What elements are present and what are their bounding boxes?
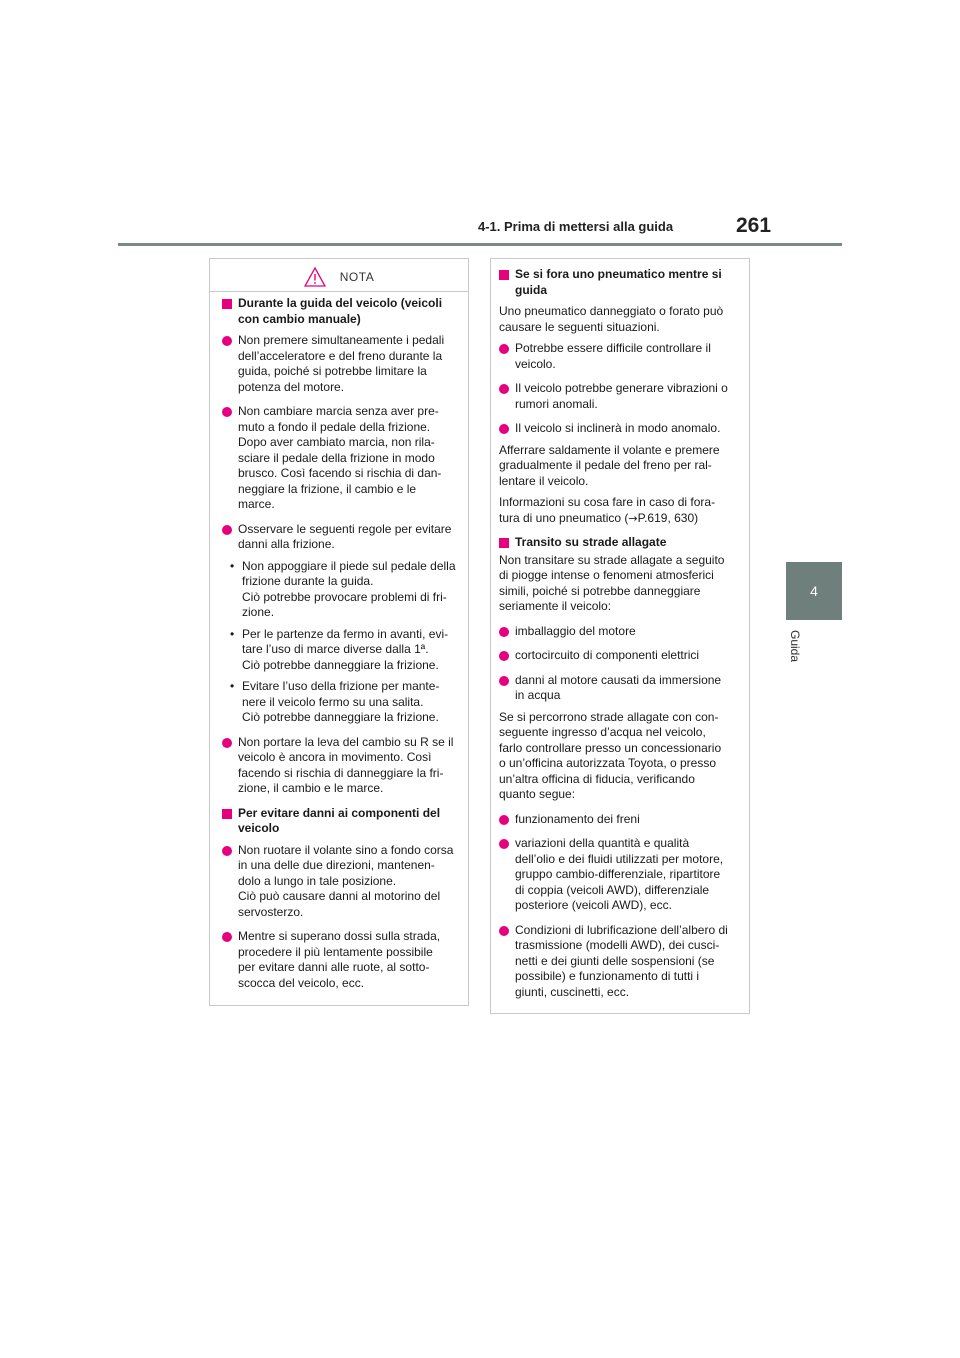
square-bullet-icon bbox=[222, 809, 232, 819]
paragraph: Afferrare saldamente il volante e premere gradualmente il pedale del freno per ral- lentare il veicolo. bbox=[499, 442, 720, 488]
section-heading: Durante la guida del veicolo (veicoli con cambio manuale) bbox=[222, 296, 456, 327]
section-heading: Se si fora uno pneumatico mentre si guida bbox=[499, 267, 739, 298]
round-bullet-icon bbox=[222, 932, 232, 942]
bullet-item: Osservare le seguenti regole per evitare danni alla frizione. bbox=[222, 522, 456, 553]
sub-item: • Evitare l’uso della frizione per mante- nere il veicolo fermo su una salita. Ciò potrebbe danneggiare la frizione. bbox=[230, 679, 440, 724]
page-number: 261 bbox=[736, 214, 772, 237]
sub-bullet-icon: • bbox=[230, 558, 235, 573]
bullet-item: cortocircuito di componenti elettrici bbox=[499, 648, 739, 664]
bullet-item: variazioni della quantità e qualità dell’olio e dei fluidi utilizzati per motore, gruppo cambio-differenziale, ripartitore di coppia (veicoli AWD), differenziale posteriore (veicoli AWD), ecc. bbox=[499, 836, 739, 914]
bullet-item: Il veicolo si inclinerà in modo anomalo. bbox=[499, 421, 739, 437]
paragraph: Uno pneumatico danneggiato o forato può causare le seguenti situazioni. bbox=[499, 304, 724, 334]
round-bullet-icon bbox=[499, 651, 509, 661]
round-bullet-icon bbox=[499, 926, 509, 936]
bullet-item: Non cambiare marcia senza aver pre- muto a fondo il pedale della frizione. Dopo aver cambiato marcia, non rila- sciare il pedale della frizione in modo brusco. Così facendo si rischia di dan- neggiare la frizione, il cambio e le marce. bbox=[222, 404, 456, 513]
bullet-item: imballaggio del motore bbox=[499, 624, 739, 640]
section-heading: Per evitare danni ai componenti del veicolo bbox=[222, 806, 456, 837]
chapter-tab-label-text: Guida bbox=[788, 630, 802, 663]
sub-item: • Non appoggiare il piede sul pedale della frizione durante la guida. Ciò potrebbe provocare problemi di fri- zione. bbox=[230, 558, 456, 619]
info-box bbox=[490, 258, 750, 1014]
round-bullet-icon bbox=[499, 815, 509, 825]
sub-bullet-icon: • bbox=[230, 679, 235, 693]
paragraph: Se si percorrono strade allagate con con- seguente ingresso d’acqua nel veicolo, farlo controllare presso un concessionario o un’officina autorizzata Toyota, o presso un’altra officina di fiducia, verificando quanto segue: bbox=[499, 709, 722, 801]
round-bullet-icon bbox=[222, 336, 232, 346]
header-rule bbox=[118, 243, 842, 246]
caution-box bbox=[209, 258, 469, 1006]
round-bullet-icon bbox=[499, 839, 509, 849]
caution-header bbox=[210, 263, 468, 292]
bullet-item: danni al motore causati da immersione in acqua bbox=[499, 673, 739, 704]
sub-item: • Per le partenze da fermo in avanti, evi- tare l’uso di marce diverse dalla 1ª. Ciò potrebbe danneggiare la frizione. bbox=[230, 626, 449, 672]
bullet-item: funzionamento dei freni bbox=[499, 812, 739, 828]
bullet-item: Non premere simultaneamente i pedali dell’acceleratore e del freno durante la guida, poiché si potrebbe limitare la potenza del motore. bbox=[222, 333, 456, 395]
chapter-tab-label bbox=[786, 630, 806, 690]
section-heading: Transito su strade allagate bbox=[499, 535, 739, 551]
bullet-item: Il veicolo potrebbe generare vibrazioni o rumori anomali. bbox=[499, 381, 739, 412]
round-bullet-icon bbox=[222, 846, 232, 856]
bullet-item: Mentre si superano dossi sulla strada, procedere il più lentamente possibile per evitare danni alle ruote, al sotto- scocca del veicolo, ecc. bbox=[222, 929, 456, 991]
caution-label: NOTA bbox=[339, 270, 375, 284]
bullet-item: Condizioni di lubrificazione dell’albero di trasmissione (modelli AWD), dei cusci- netti e dei giunti delle sospensioni (se possibile) e funzionamento di tutti i giunti, cuscinetti, ecc. bbox=[499, 923, 739, 1001]
sub-bullet-icon: • bbox=[230, 626, 235, 641]
square-bullet-icon bbox=[222, 299, 232, 309]
warning-triangle-icon bbox=[304, 267, 326, 287]
paragraph-with-reference: Informazioni su cosa fare in caso di fora- tura di uno pneumatico (→P.619, 630) bbox=[499, 495, 716, 525]
chapter-title: 4-1. Prima di mettersi alla guida bbox=[478, 219, 674, 234]
page-reference-link[interactable]: P.619, 630) bbox=[637, 510, 699, 525]
round-bullet-icon bbox=[222, 738, 232, 748]
round-bullet-icon bbox=[499, 384, 509, 394]
round-bullet-icon bbox=[222, 525, 232, 535]
bullet-item: Potrebbe essere difficile controllare il veicolo. bbox=[499, 341, 739, 372]
round-bullet-icon bbox=[499, 424, 509, 434]
square-bullet-icon bbox=[499, 538, 509, 548]
round-bullet-icon bbox=[499, 344, 509, 354]
square-bullet-icon bbox=[499, 270, 509, 280]
round-bullet-icon bbox=[222, 407, 232, 417]
paragraph: Non transitare su strade allagate a seguito di piogge intense o fenomeni atmosferici simili, poiché si potrebbe danneggiare seriamente il veicolo: bbox=[499, 552, 725, 613]
bullet-item: Non ruotare il volante sino a fondo corsa in una delle due direzioni, mantenen- dolo a lungo in tale posizione. Ciò può causare danni al motorino del servosterzo. bbox=[222, 843, 456, 921]
round-bullet-icon bbox=[499, 676, 509, 686]
round-bullet-icon bbox=[499, 627, 509, 637]
reference-arrow-icon: → bbox=[628, 511, 638, 525]
chapter-tab: 4 bbox=[786, 562, 842, 620]
bullet-item: Non portare la leva del cambio su R se il veicolo è ancora in movimento. Così facendo si rischia di danneggiare la fri- zione, il cambio e le marce. bbox=[222, 735, 456, 797]
